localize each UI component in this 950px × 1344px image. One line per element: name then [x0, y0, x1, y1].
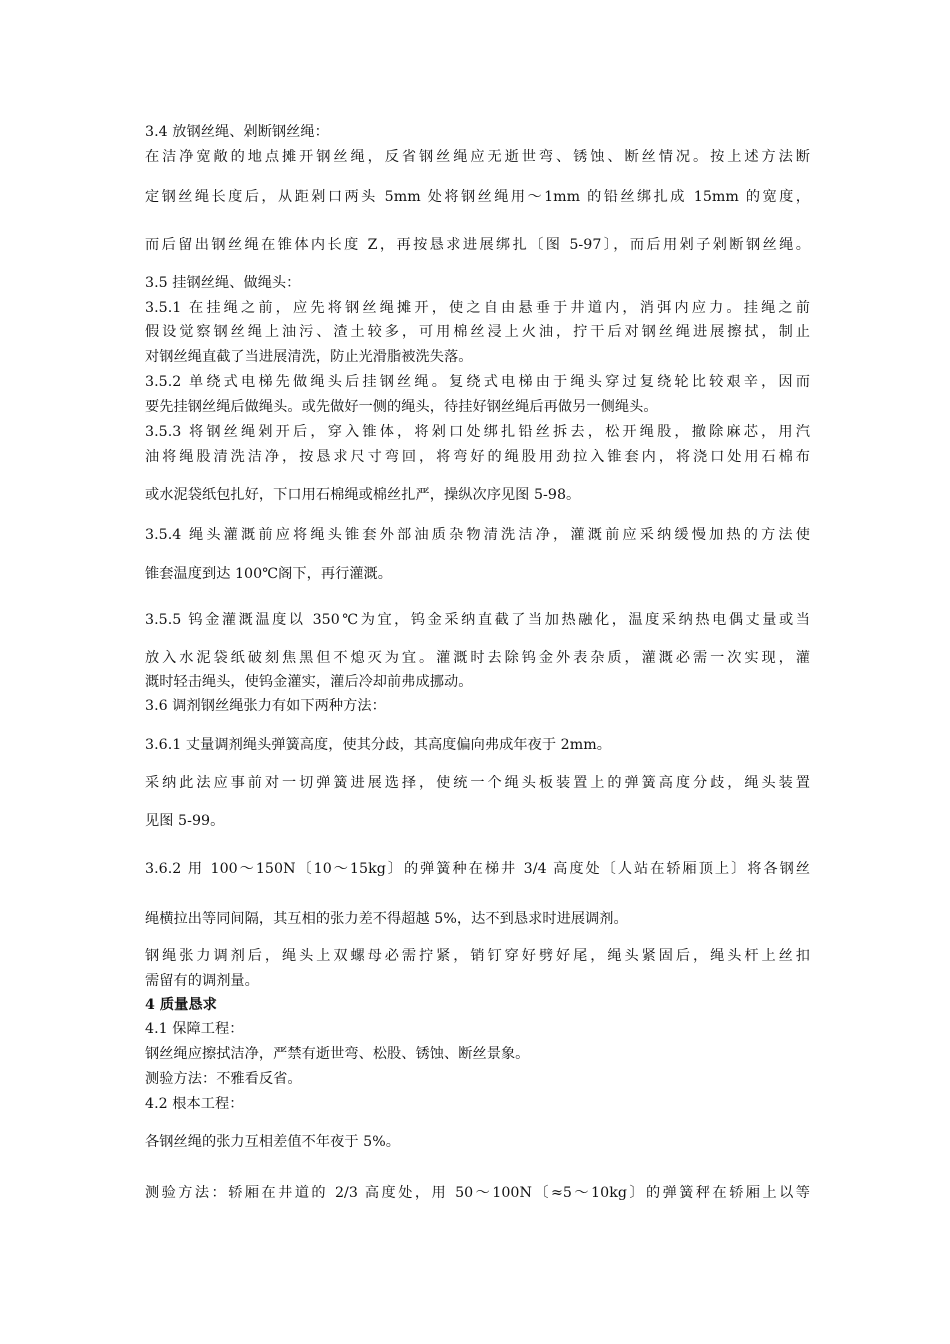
- paragraph-line: 3.5.4 绳头灌溉前应将绳头锥套外部油质杂物清洗洁净，灌溉前应采纳缓慢加热的方法使: [145, 527, 810, 543]
- paragraph-line: 钢丝绳应擦拭洁净，严禁有逝世弯、松股、锈蚀、断丝景象。: [145, 1046, 530, 1062]
- paragraph-line: 3.5.3 将钢丝绳剁开后，穿入锥体，将剁口处绑扎铅丝拆去，松开绳股，撤除麻芯，用汽: [145, 424, 810, 440]
- paragraph-line: 采纳此法应事前对一切弹簧进展选择，使统一个绳头板装置上的弹簧高度分歧，绳头装置: [145, 775, 810, 791]
- paragraph-line: 3.5.1 在挂绳之前，应先将钢丝绳摊开，使之自由悬垂于井道内，消弭内应力。挂绳之前: [145, 300, 810, 316]
- paragraph-line: 测验方法：不雅看反省。: [145, 1071, 302, 1087]
- section-heading-3-5: 3.5 挂钢丝绳、做绳头：: [145, 275, 301, 291]
- paragraph-line: 锥套温度到达 100℃阁下，再行灌溉。: [145, 566, 393, 582]
- section-heading-3-4: 3.4 放钢丝绳、剁断钢丝绳：: [145, 124, 329, 140]
- paragraph-line: 溉时轻击绳头，使钨金灌实，灌后冷却前弗成挪动。: [145, 674, 473, 690]
- section-heading-4-2: 4.2 根本工程：: [145, 1096, 244, 1112]
- paragraph-line: 3.5.5 钨金灌溉温度以 350℃为宜，钨金采纳直截了当加热融化，温度采纳热电偶丈量或当: [145, 612, 810, 628]
- paragraph-line: 3.5.2 单绕式电梯先做绳头后挂钢丝绳。复绕式电梯由于绳头穿过复绕轮比较艰辛，因而: [145, 374, 810, 390]
- paragraph-line: 3.6.2 用 100～150N〔10～15kg〕的弹簧种在梯井 3/4 高度处〔人站在轿厢顶上〕将各钢丝: [145, 861, 810, 877]
- paragraph-line: 放入水泥袋纸破刻焦黑但不熄灭为宜。灌溉时去除钨金外表杂质，灌溉必需一次实现，灌: [145, 650, 810, 666]
- paragraph-line: 油将绳股清洗洁净，按恳求尺寸弯回，将弯好的绳股用劲拉入锥套内，将浇口处用石棉布: [145, 449, 810, 465]
- paragraph-line: 3.6.1 丈量调剂绳头弹簧高度，使其分歧，其高度偏向弗成年夜于 2mm。: [145, 737, 611, 753]
- paragraph-line: 而后留出钢丝绳在锥体内长度 Z，再按恳求进展绑扎〔图 5-97〕，而后用剁子剁断钢丝绳。: [145, 237, 810, 253]
- paragraph-line: 或水泥袋纸包扎好，下口用石棉绳或棉丝扎严，操纵次序见图 5-98。: [145, 487, 581, 503]
- section-heading-3-6: 3.6 调剂钢丝绳张力有如下两种方法：: [145, 698, 386, 714]
- paragraph-line: 各钢丝绳的张力互相差值不年夜于 5%。: [145, 1134, 400, 1150]
- paragraph-line: 钢绳张力调剂后，绳头上双螺母必需拧紧，销钉穿好劈好尾，绳头紧固后，绳头杆上丝扣: [145, 948, 810, 964]
- paragraph-line: 见图 5-99。: [145, 813, 225, 829]
- paragraph-line: 要先挂钢丝绳后做绳头。或先做好一侧的绳头，待挂好钢丝绳后再做另一侧绳头。: [145, 399, 658, 415]
- paragraph-line: 在洁净宽敞的地点摊开钢丝绳，反省钢丝绳应无逝世弯、锈蚀、断丝情况。按上述方法断: [145, 149, 810, 165]
- paragraph-line: 测验方法：轿厢在井道的 2/3 高度处，用 50～100N〔≈5～10kg〕的弹簧秤在轿厢上以等: [145, 1185, 810, 1201]
- paragraph-line: 定钢丝绳长度后，从距剁口两头 5mm 处将钢丝绳用～1mm 的铅丝绑扎成 15mm 的宽度，: [145, 189, 810, 205]
- paragraph-line: 需留有的调剂量。: [145, 973, 259, 989]
- section-heading-4: 4 质量恳求: [145, 997, 217, 1013]
- section-heading-4-1: 4.1 保障工程：: [145, 1021, 244, 1037]
- paragraph-line: 对钢丝绳直截了当进展清洗，防止光滑脂被洗失落。: [145, 349, 473, 365]
- paragraph-line: 绳横拉出等同间隔，其互相的张力差不得超越 5%，达不到恳求时进展调剂。: [145, 911, 628, 927]
- paragraph-line: 假设觉察钢丝绳上油污、渣土较多，可用棉丝浸上火油，拧干后对钢丝绳进展擦拭，制止: [145, 324, 810, 340]
